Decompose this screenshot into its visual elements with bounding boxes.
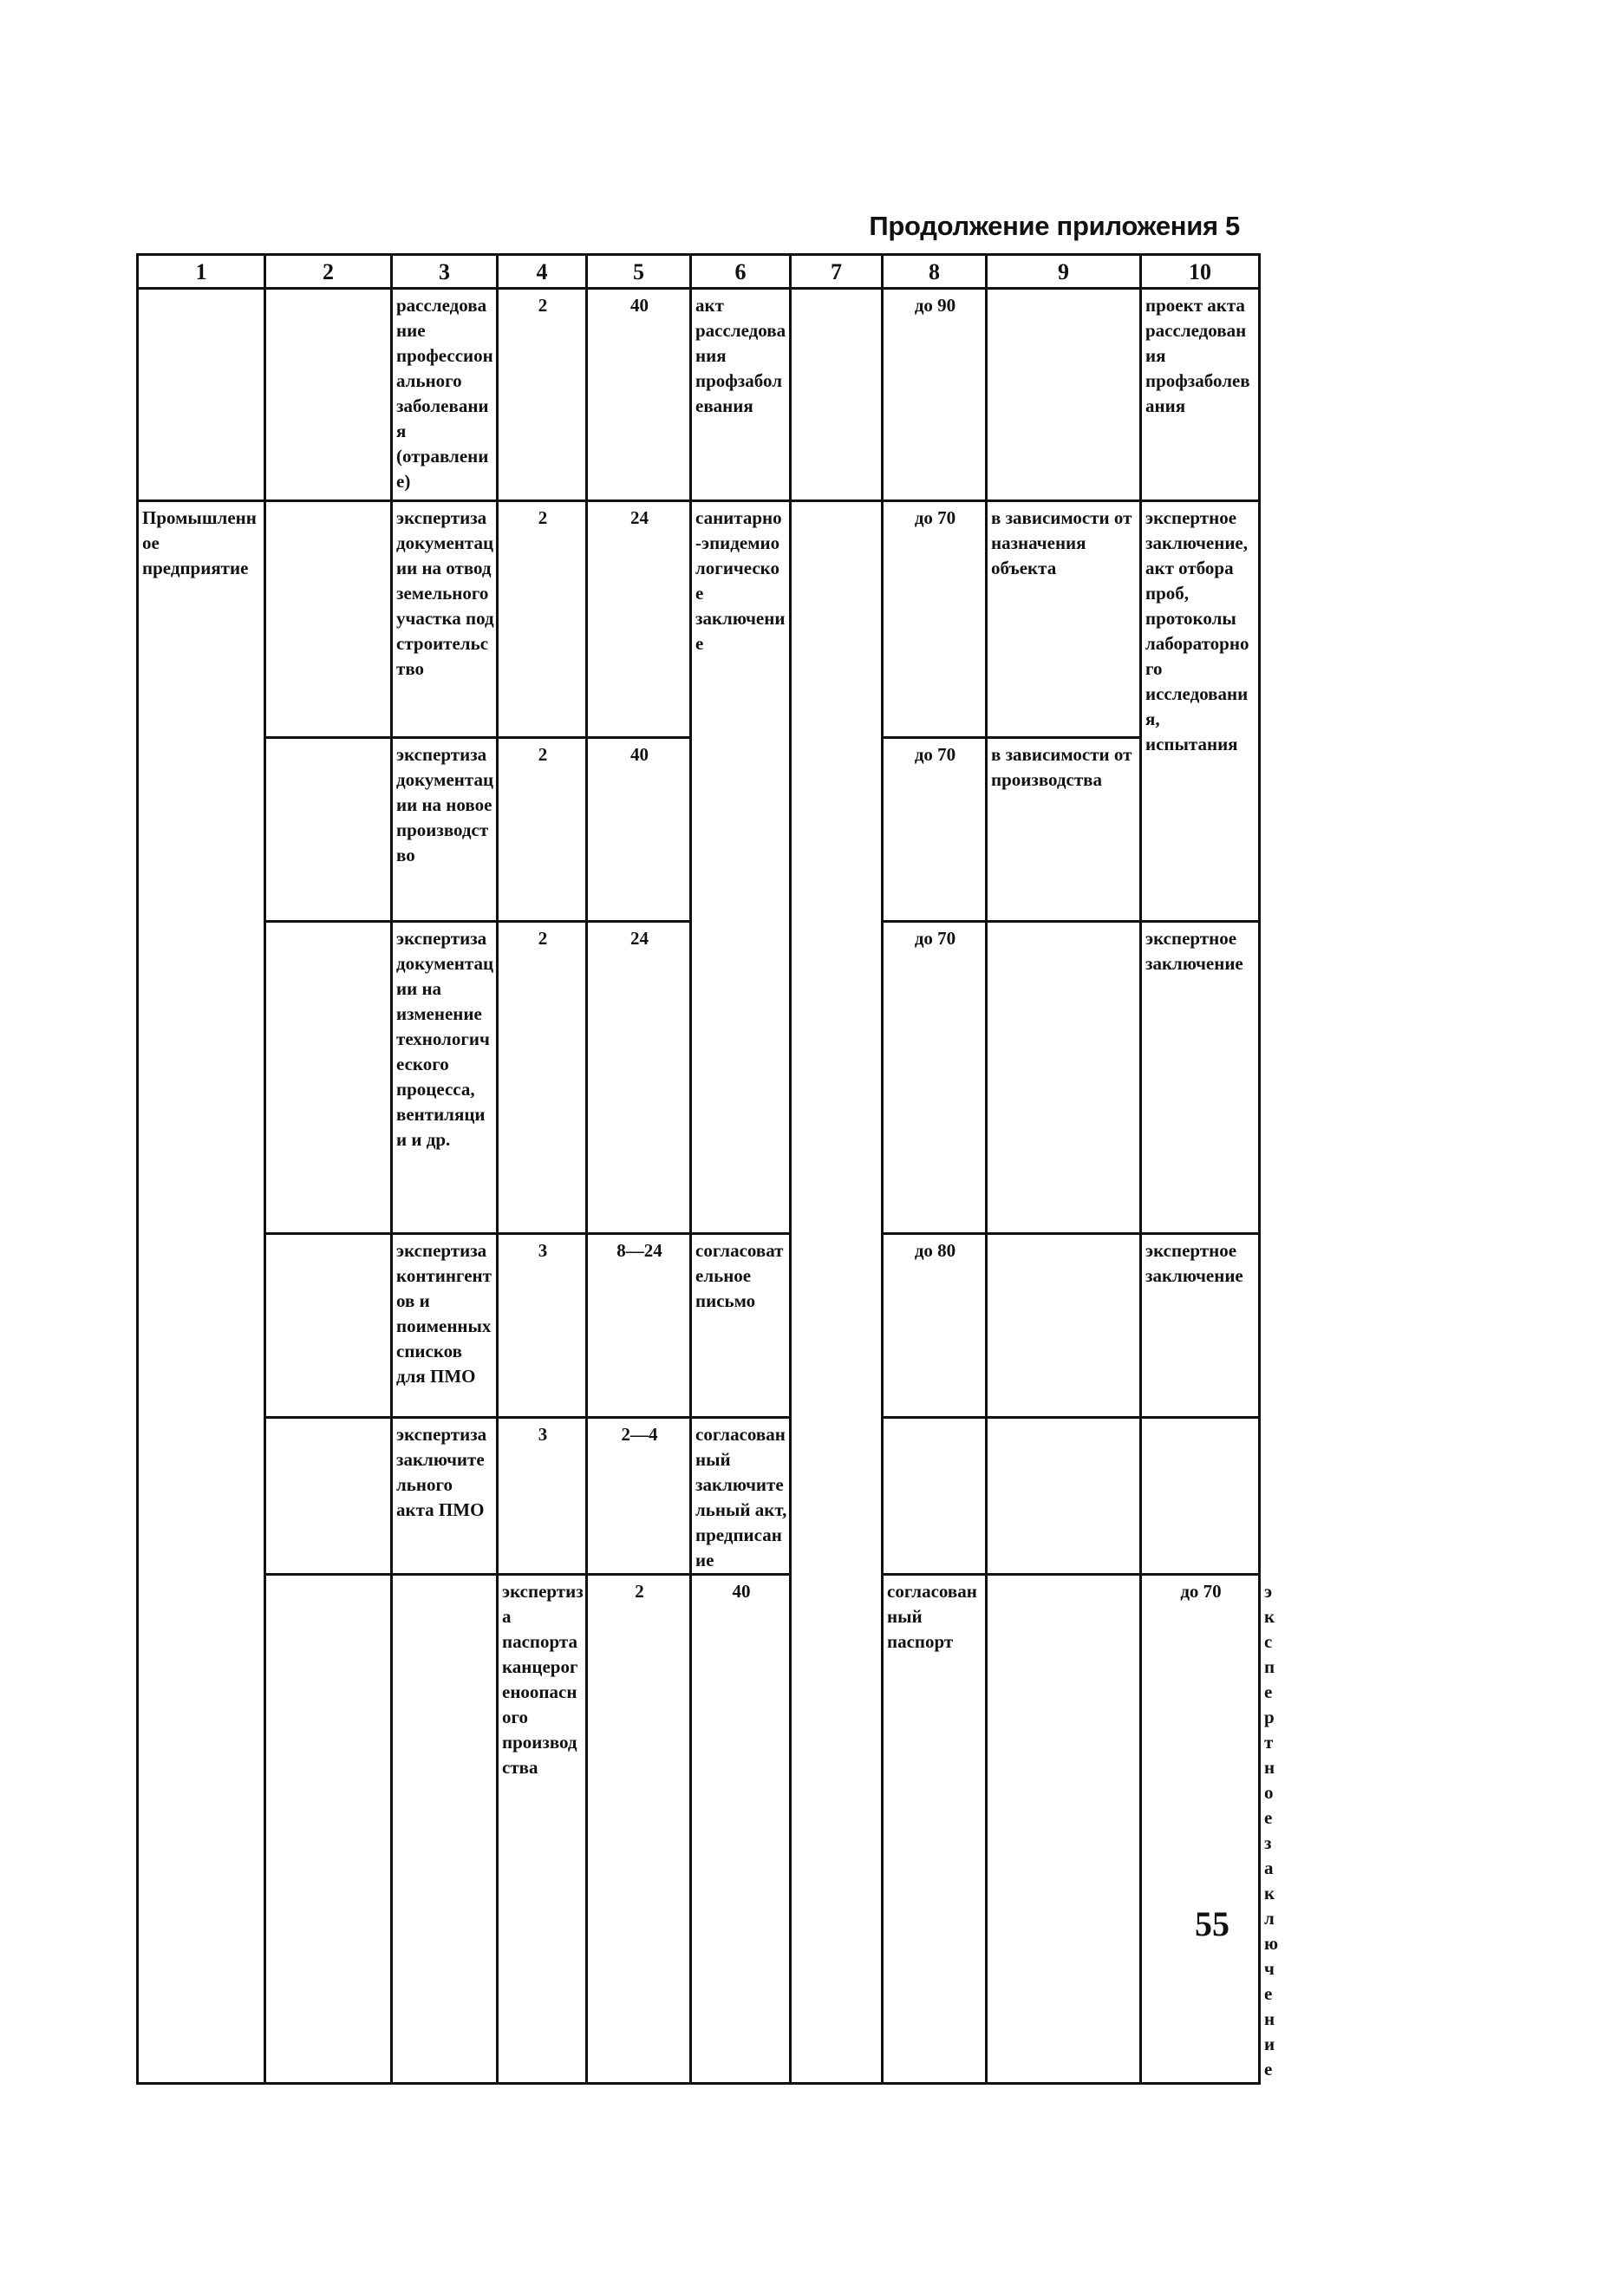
cell-col8: до 70 <box>883 501 987 738</box>
cell-result-doc: согласовательное письмо <box>691 1234 791 1418</box>
table-row <box>138 289 1260 501</box>
cell-col4: 3 <box>498 1234 587 1418</box>
col-header-1: 1 <box>138 255 265 289</box>
cell-col8: до 70 <box>883 738 987 922</box>
cell-work-type: экспертиза документации на отвод земельного участка под строительство <box>392 501 498 738</box>
cell-result-doc: согласованный паспорт <box>883 1575 987 2084</box>
cell-object <box>265 1575 392 2084</box>
cell-col9: в зависимости от производства <box>987 738 1141 922</box>
cell-work-type: экспертиза документации на новое производство <box>392 738 498 922</box>
cell-result-doc: акт расследования профзаболевания <box>691 289 791 501</box>
cell-object <box>138 289 265 501</box>
cell-col4: 3 <box>498 1418 587 1575</box>
cell-col2 <box>265 1418 392 1575</box>
cell-col10 <box>1141 1418 1260 1575</box>
data-table <box>136 253 1279 2085</box>
cell-work-type: экспертиза контингентов и поименных списков для ПМО <box>392 1234 498 1418</box>
cell-col7 <box>987 1575 1141 2084</box>
cell-col9: в зависимости от назначения объекта <box>987 501 1141 738</box>
cell-col2 <box>392 1575 498 2084</box>
cell-col9 <box>987 1234 1141 1418</box>
cell-col8 <box>883 1418 987 1575</box>
cell-col8: до 80 <box>883 1234 987 1418</box>
cell-result-doc: санитарно-эпидемиологическое заключение <box>691 501 791 1234</box>
col-header-10: 10 <box>1141 255 1260 289</box>
cell-col2 <box>265 1234 392 1418</box>
cell-result-doc: согласованный заключительный акт, предписание <box>691 1418 791 1575</box>
cell-col4: 2 <box>498 738 587 922</box>
cell-col4: 2 <box>498 501 587 738</box>
cell-col5: 24 <box>587 501 691 738</box>
col-header-3: 3 <box>392 255 498 289</box>
cell-work-type: экспертиза документации на изменение технологического процесса, вентиляции и др. <box>392 922 498 1234</box>
cell-col2 <box>265 501 392 738</box>
cell-object: Промышленное предприятие <box>138 501 265 2084</box>
cell-col5: 2—4 <box>587 1418 691 1575</box>
cell-col8: до 70 <box>1141 1575 1260 2084</box>
table-row: экспертиза паспорта канцерогеноопасного производства 2 40 согласованный паспорт до 70 экспертное заключение <box>138 1575 1260 2084</box>
cell-col4: 2 <box>498 289 587 501</box>
cell-col10: экспертное заключение <box>1141 922 1260 1234</box>
cell-work-type: экспертиза паспорта канцерогеноопасного производства <box>498 1575 587 2084</box>
cell-col8: до 70 <box>883 922 987 1234</box>
cell-work-type: расследование профессионального заболевания (отравление) <box>392 289 498 501</box>
cell-col10: экспертное заключение, акт отбора проб, протоколы лабораторного исследования, испытания <box>1141 501 1260 922</box>
col-header-2: 2 <box>265 255 392 289</box>
cell-col5: 40 <box>587 738 691 922</box>
cell-col2 <box>265 289 392 501</box>
cell-col5: 40 <box>691 1575 791 2084</box>
cell-col4: 2 <box>587 1575 691 2084</box>
cell-col5: 8—24 <box>587 1234 691 1418</box>
page-number: 55 <box>1195 1904 1229 1943</box>
table-row <box>138 1234 1260 1418</box>
cell-col5: 24 <box>587 922 691 1234</box>
table-row <box>138 1418 1260 1575</box>
col-header-4: 4 <box>498 255 587 289</box>
cell-col9 <box>987 289 1141 501</box>
col-header-6: 6 <box>691 255 791 289</box>
cell-col7 <box>791 289 883 501</box>
cell-col7 <box>791 501 883 2084</box>
table-row <box>138 501 1260 738</box>
col-header-9: 9 <box>987 255 1141 289</box>
cell-col5: 40 <box>587 289 691 501</box>
cell-col8: до 90 <box>883 289 987 501</box>
col-header-7: 7 <box>791 255 883 289</box>
header-row <box>138 255 1260 289</box>
col-header-5: 5 <box>587 255 691 289</box>
cell-col2 <box>265 738 392 922</box>
table-caption: Продолжение приложения 5 <box>869 211 1240 241</box>
cell-col9 <box>987 1418 1141 1575</box>
cell-col4: 2 <box>498 922 587 1234</box>
col-header-8: 8 <box>883 255 987 289</box>
cell-work-type: экспертиза заключительного акта ПМО <box>392 1418 498 1575</box>
cell-col10: экспертное заключение <box>1141 1234 1260 1418</box>
cell-col10: проект акта расследования профзаболевания <box>1141 289 1260 501</box>
cell-col2 <box>265 922 392 1234</box>
cell-col9 <box>987 922 1141 1234</box>
